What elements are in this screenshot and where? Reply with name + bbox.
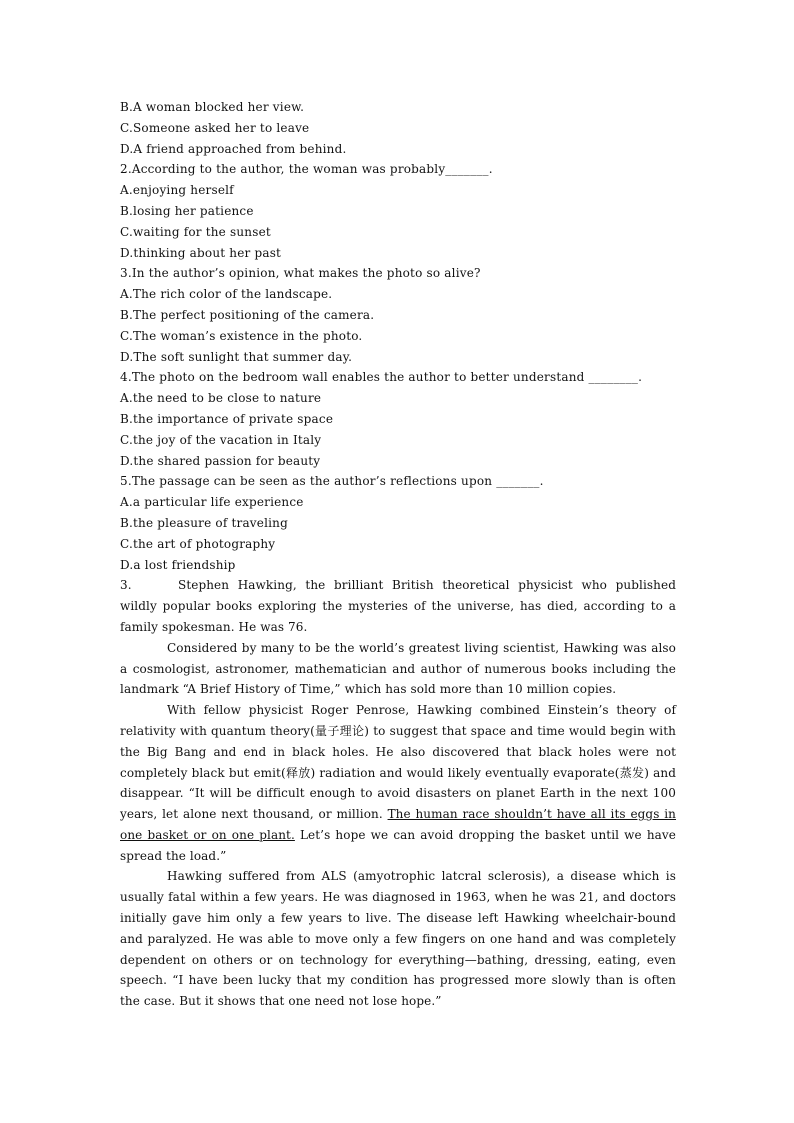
underlined-sentence: The human race shouldn’t have all its eggs in one basket or on one plant. bbox=[120, 807, 677, 842]
option-line: B.the importance of private space bbox=[120, 411, 334, 426]
option-line: D.the shared passion for beauty bbox=[120, 453, 321, 468]
option-line: C.the joy of the vacation in Italy bbox=[120, 432, 322, 447]
option-line: C.waiting for the sunset bbox=[120, 224, 271, 239]
question-line: 3.In the author’s opinion, what makes the photo so alive? bbox=[120, 266, 481, 281]
question-line: 4.The photo on the bedroom wall enables the author to better understand ________. bbox=[120, 370, 643, 385]
paragraph-text: With fellow physicist Roger Penrose, Hawking combined Einstein’s theory of relativity with quantum theory(量子理论) to suggest that space and time would begin with the Big Bang and end in black holes. He also discovered that black holes were not completely black but emit(释放) radiation and would likely eventually evaporate(蒸发) and disappear. “It will be difficult enough to avoid disasters on planet Earth in the next 100 years, let alone next thousand, or million. bbox=[120, 703, 676, 822]
option-line: C.Someone asked her to leave bbox=[120, 120, 310, 135]
option-line: D.a lost friendship bbox=[120, 557, 236, 572]
option-line: A.The rich color of the landscape. bbox=[120, 287, 333, 302]
document-page bbox=[120, 97, 676, 1012]
option-line: A.the need to be close to nature bbox=[120, 391, 322, 406]
passage-paragraph-4: Hawking suffered from ALS (amyotrophic latcral sclerosis), a disease which is usually fatal within a few years. He was diagnosed in 1963, when he was 21, and doctors initially gave him only a few years to live. The disease left Hawking wheelchair-bound and paralyzed. He was able to move only a few fingers on one hand and was completely dependent on others or on technology for everything—bathing, dressing, eating, even speech. “I have been lucky that my condition has progressed more slowly than is often the case. But it shows that one need not lose hope.” bbox=[120, 869, 676, 1009]
option-line: A.enjoying herself bbox=[120, 183, 234, 198]
option-line: C.The woman’s existence in the photo. bbox=[120, 328, 363, 343]
paragraph-text: Stephen Hawking, the brilliant British theoretical physicist who published wildly popular books exploring the mysteries of the universe, has died, according to a family spokesman. He was 76. bbox=[120, 578, 676, 634]
option-line: C.the art of photography bbox=[120, 536, 276, 551]
passage-paragraph-2: Considered by many to be the world’s greatest living scientist, Hawking was also a cosmologist, astronomer, mathematician and author of numerous books including the landmark “A Brief History of Time,” which has sold more than 10 million copies. bbox=[120, 640, 676, 697]
option-line: A.a particular life experience bbox=[120, 495, 304, 510]
option-line: B.losing her patience bbox=[120, 203, 254, 218]
question-line: 2.According to the author, the woman was probably_______. bbox=[120, 162, 493, 177]
question-line: 5.The passage can be seen as the author’s reflections upon _______. bbox=[120, 474, 544, 489]
option-line: D.The soft sunlight that summer day. bbox=[120, 349, 353, 364]
passage-paragraph-1 bbox=[120, 575, 676, 637]
option-line: B.The perfect positioning of the camera. bbox=[120, 307, 375, 322]
option-line: D.thinking about her past bbox=[120, 245, 282, 260]
option-line: D.A friend approached from behind. bbox=[120, 141, 347, 156]
option-line: B.the pleasure of traveling bbox=[120, 515, 288, 530]
reading-passage bbox=[120, 575, 676, 1012]
option-line: B.A woman blocked her view. bbox=[120, 100, 305, 114]
paragraph-text: Let’s hope we can avoid dropping the basket until we have spread the load.” bbox=[120, 827, 676, 863]
passage-number: 3. bbox=[120, 578, 132, 593]
passage-paragraph-3 bbox=[120, 700, 676, 866]
question-options-block bbox=[120, 97, 676, 575]
